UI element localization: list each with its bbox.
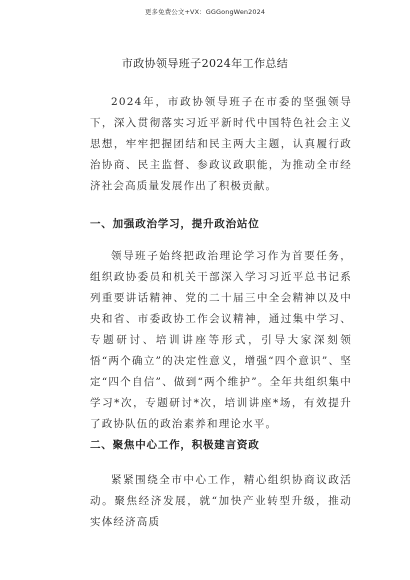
section-heading-1: 一、加强政治学习，提升政治站位 [90,218,260,230]
section-heading-2: 二、聚焦中心工作，积极建言资政 [90,439,260,451]
header-promo-note: 更多免费公文+VX：GGGongWen2024 [144,8,266,16]
section-1-paragraph: 领导班子始终把政治理论学习作为首要任务，组织政协委员和机关干部深入学习习近平总书记系列重要讲话精神、党的二十届三中全会精神以及中央和省、市委政协工作会议精神，通过集中学习、专题研讨、培训讲座等形式，引导大家深刻领悟“两个确立”的决定性意义，增强“四个意识”、坚定“四个自信”、做到“两个维护”。全年共组织集中学习*次，专题研讨*次，培训讲座*场，有效提升了政协队伍的政治素养和理论水平。 [90,250,352,430]
document-title: 市政协领导班子2024年工作总结 [121,57,289,70]
section-2-paragraph: 紧紧围绕全市中心工作，精心组织协商议政活动。聚焦经济发展，就“加快产业转型升级，推动实体经济高质 [90,474,352,528]
intro-paragraph: 2024年，市政协领导班子在市委的坚强领导下，深入贯彻落实习近平新时代中国特色社会主义思想，牢牢把握团结和民主两大主题，认真履行政治协商、民主监督、参政议政职能，为推动全市经济社会高质量发展作出了积极贡献。 [90,96,352,192]
